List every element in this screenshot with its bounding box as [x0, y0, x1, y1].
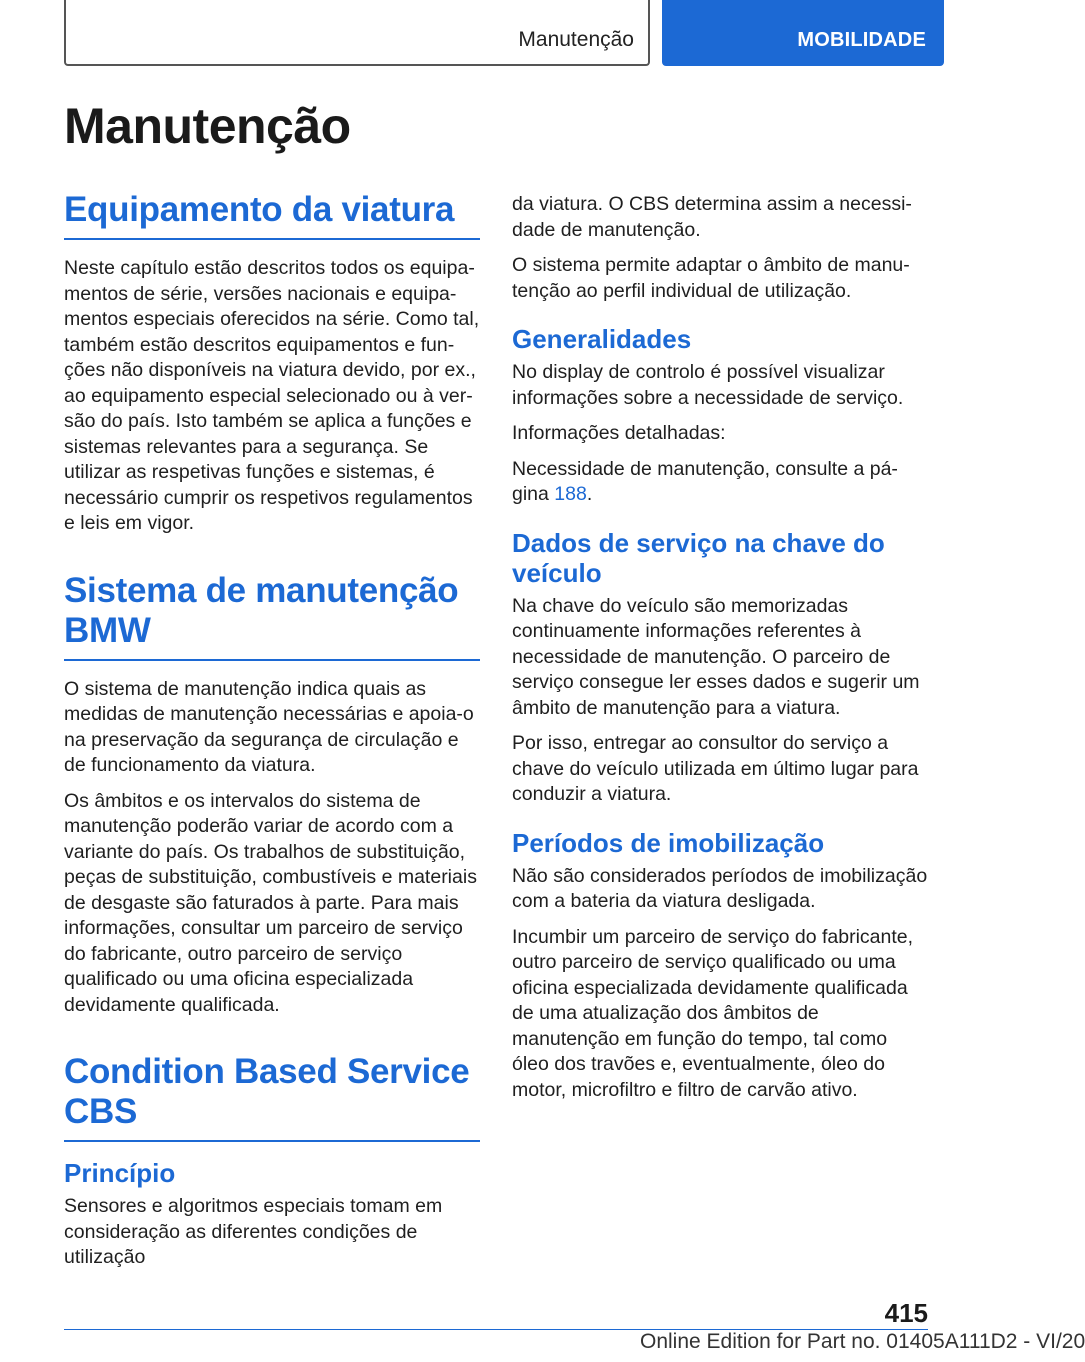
paragraph-periodos-1: Não são considerados períodos de imobilização com a bateria da viatura desligada.	[512, 864, 928, 912]
paragraph-sistema-1: O sistema de manutenção indica quais as medidas de manutenção necessárias e apoia-o na preservação da segurança de circulação e de funcionamento da viatura.	[64, 677, 474, 776]
paragraph-dados-2: Por isso, entregar ao consultor do serviço a chave do veículo utilizada em último lugar para conduzir a viatura.	[512, 732, 919, 805]
page-number: 415	[884, 1298, 928, 1328]
paragraph-principio-cont-2: O sistema permite adaptar o âmbito de manutenção ao perfil individual de utilização.	[512, 254, 910, 302]
left-column	[64, 190, 480, 1281]
heading-principio: Princípio	[64, 1158, 176, 1188]
heading-periodos: Períodos de imobilização	[512, 827, 825, 858]
footer-edition-text: Online Edition for Part no. 01405A111D2 - VI/20	[640, 1330, 1085, 1353]
heading-generalidades: Generalidades	[512, 324, 692, 354]
right-column	[512, 192, 928, 1113]
header-section-label: Manutenção	[518, 28, 634, 51]
paragraph-dados-1: Na chave do veículo são memorizadas continuamente informações referentes à necessidade de manutenção. O parceiro de serviço consegue ler esses dados e sugerir um âmbito de manutenção para a viatura.	[512, 594, 920, 719]
paragraph-principio-cont-1: da viatura. O CBS determina assim a necessidade de manutenção.	[512, 193, 912, 241]
header-chapter-tab	[662, 0, 944, 66]
heading-dados-servico: Dados de serviço na chave do veículo	[512, 527, 885, 588]
heading-cbs: Condition Based Service CBS	[64, 1052, 480, 1142]
page-reference-link[interactable]: 188	[554, 483, 587, 505]
paragraph-generalidades-3-text: Necessidade de manutenção, consulte a página	[512, 457, 898, 505]
heading-equipamento: Equipamento da viatura	[64, 190, 480, 240]
paragraph-sistema-2: Os âmbitos e os intervalos do sistema de manutenção poderão variar de acordo com a variante do país. Os trabalhos de substituição, peças de substituição, combustíveis e materiais de desgaste são faturados à parte. Para mais informações, consultar um parceiro de serviço do fabricante, outro parceiro de serviço qualificado ou uma oficina especializada devidamente qualificada.	[64, 789, 477, 1016]
paragraph-generalidades-1: No display de controlo é possível visualizar informações sobre a necessidade de serviço.	[512, 361, 904, 409]
paragraph-principio: Sensores e algoritmos especiais tomam em consideração as diferentes condições de utilização	[64, 1195, 443, 1268]
paragraph-generalidades-2: Informações detalhadas:	[512, 422, 726, 444]
heading-sistema-manutencao: Sistema de manutenção BMW	[64, 571, 480, 661]
paragraph-equipamento: Neste capítulo estão descritos todos os equipamentos de série, versões nacionais e equipamentos especiais oferecidos na série. Como tal, também estão descritos equipamentos e funções não disponíveis na viatura devido, por ex., ao equipamento especial selecionado ou à versão do país. Isto também se aplica a funções e sistemas relevantes para a segurança. Se utilizar as respetivas funções e sistemas, é necessário cumprir os respetivos regulamentos e leis em vigor.	[64, 257, 480, 534]
header-section-tab	[64, 0, 650, 66]
paragraph-generalidades-3-end: .	[586, 483, 593, 505]
page-title: Manutenção	[64, 98, 351, 154]
paragraph-periodos-2: Incumbir um parceiro de serviço do fabricante, outro parceiro de serviço qualificado ou uma oficina especializada devidamente qualificada de uma atualização dos âmbitos de manutenção em função do tempo, tal como óleo dos travões e, eventualmente, óleo do motor, microfiltro e filtro de carvão ativo.	[512, 925, 914, 1101]
paragraph-generalidades-3	[512, 457, 928, 508]
header-chapter-label: MOBILIDADE	[797, 29, 926, 51]
